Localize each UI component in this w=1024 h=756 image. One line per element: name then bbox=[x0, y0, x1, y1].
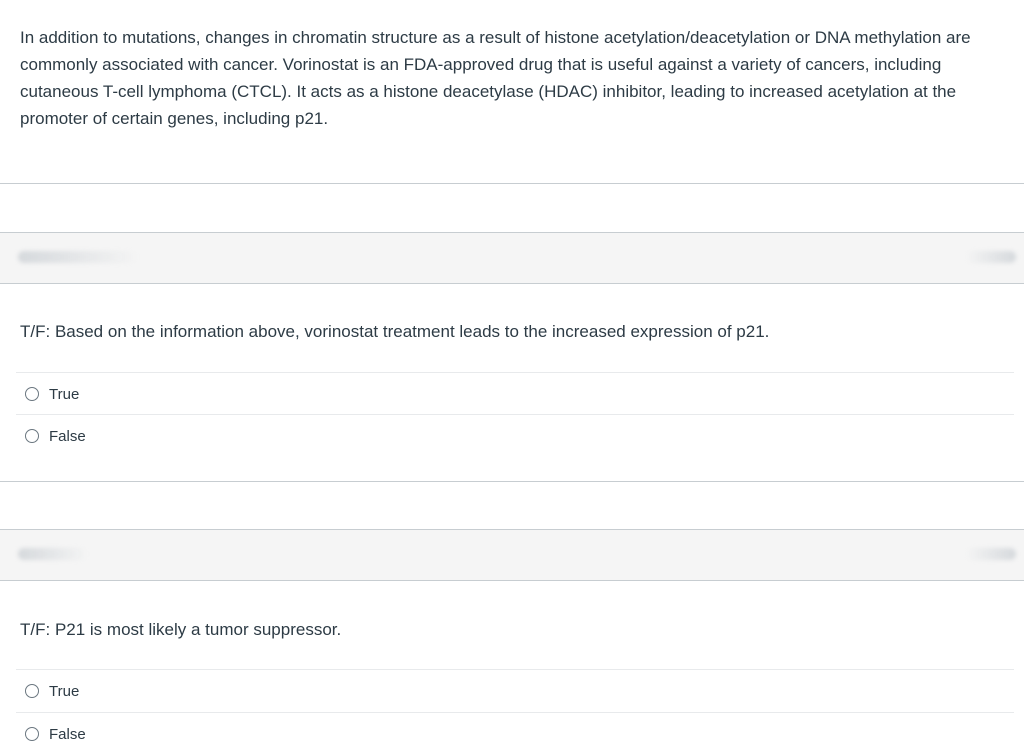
question-text: T/F: P21 is most likely a tumor suppressor. bbox=[20, 620, 342, 639]
answer-option-false[interactable] bbox=[16, 414, 1014, 457]
section-divider bbox=[0, 183, 1024, 184]
intro-paragraph: In addition to mutations, changes in chromatin structure as a result of histone acetylation/deacetylation or DNA methylation are commonly associated with cancer. Vorinostat is an FDA-approved drug that is useful against a variety of cancers, including cutaneous T-cell lymphoma (CTCL). It acts as a histone deacetylase (HDAC) inhibitor, leading to increased acetylation at the promoter of certain genes, including p21. bbox=[20, 28, 971, 128]
question-number-redacted bbox=[18, 251, 138, 263]
question-points-redacted bbox=[966, 251, 1016, 263]
section-divider bbox=[0, 481, 1024, 482]
answer-option-true[interactable] bbox=[16, 669, 1014, 712]
radio-button[interactable] bbox=[25, 387, 39, 401]
question-header bbox=[0, 529, 1024, 581]
question-points-redacted bbox=[966, 548, 1016, 560]
answer-option-false[interactable] bbox=[16, 712, 1014, 755]
radio-button[interactable] bbox=[25, 684, 39, 698]
answer-label: True bbox=[49, 385, 80, 403]
answer-label: False bbox=[49, 725, 86, 743]
question-text: T/F: Based on the information above, vorinostat treatment leads to the increased expression of p21. bbox=[20, 322, 770, 341]
question-header bbox=[0, 232, 1024, 284]
answer-label: True bbox=[49, 682, 80, 700]
radio-button[interactable] bbox=[25, 429, 39, 443]
question-number-redacted bbox=[18, 548, 88, 560]
answer-option-true[interactable] bbox=[16, 372, 1014, 415]
answer-label: False bbox=[49, 427, 86, 445]
radio-button[interactable] bbox=[25, 727, 39, 741]
